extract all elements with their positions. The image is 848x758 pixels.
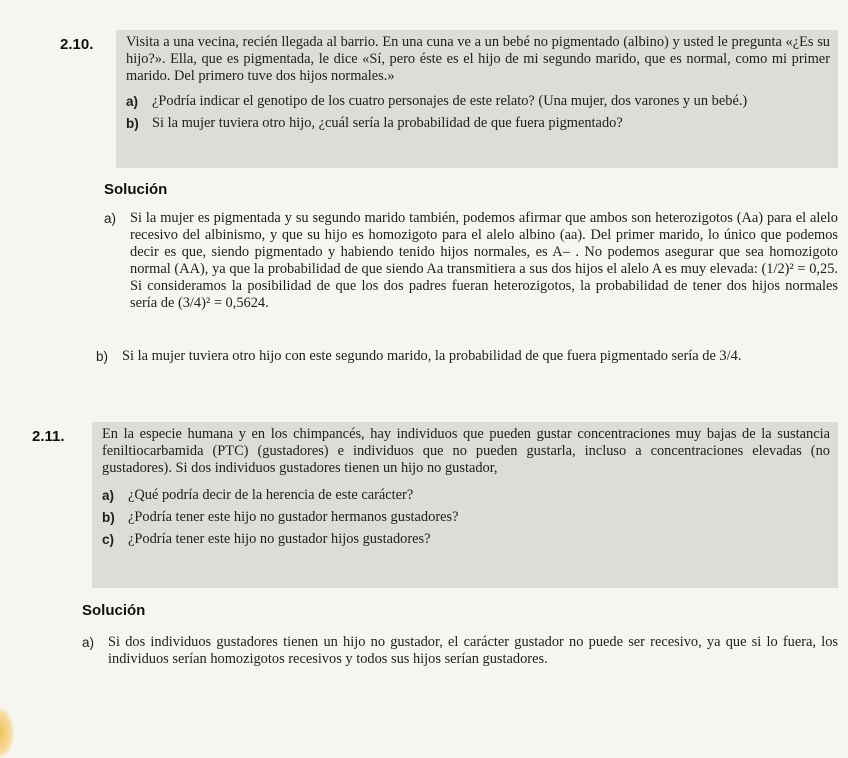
solution-heading-2-11: Solución xyxy=(82,602,146,619)
problem-statement-box-2-11 xyxy=(92,422,838,588)
problem-statement-2-10: Visita a una vecina, recién llegada al barrio. En una cuna ve a un bebé no pigmentado (albino) y usted le pregunta «¿Es su hijo?». Ella, que es pigmentada, le dice «Sí, pero éste es el hijo de mi segundo marido, que es normal, como mi primer marido. Del primero tuve dos hijos normales.» xyxy=(126,34,830,84)
answer-text: Si dos individuos gustadores tienen un hijo no gustador, el carácter gustador no puede ser recesivo, ya que si lo fuera, los individuos serían homozigotos recesivos y todos sus hijos serían gustadores. xyxy=(108,634,838,667)
answer-a-2-10 xyxy=(104,210,838,312)
page-stain xyxy=(0,708,14,758)
question-label: b) xyxy=(102,510,115,525)
problem-number-2-10: 2.10. xyxy=(60,36,94,53)
question-label: c) xyxy=(102,532,115,547)
question-text: Si la mujer tuviera otro hijo, ¿cuál sería la probabilidad de que fuera pigmentado? xyxy=(152,115,623,131)
question-text: ¿Podría tener este hijo no gustador hijos gustadores? xyxy=(128,531,431,547)
answer-label: a) xyxy=(82,635,95,650)
problem-number-2-11: 2.11. xyxy=(32,428,65,445)
question-a-2-10 xyxy=(126,93,830,110)
answer-label: b) xyxy=(96,349,109,364)
problem-statement-box-2-10 xyxy=(116,30,838,168)
answer-text: Si la mujer tuviera otro hijo con este segundo marido, la probabilidad de que fuera pigmentado sería de 3/4. xyxy=(122,348,742,364)
answer-b-2-10 xyxy=(96,348,838,365)
question-text: ¿Podría tener este hijo no gustador hermanos gustadores? xyxy=(128,509,459,525)
question-b-2-11 xyxy=(102,509,830,526)
solution-heading-2-10: Solución xyxy=(104,181,168,198)
question-c-2-11 xyxy=(102,531,830,548)
problem-statement-2-11: En la especie humana y en los chimpancés, hay individuos que pueden gustar concentraciones muy bajas de la sustancia feniltiocarbamida (PTC) (gustadores) e individuos que no pueden gustarla, incluso a concentraciones elevadas (no gustadores). Si dos individuos gustadores tienen un hijo no gustador, xyxy=(102,426,830,476)
question-label: b) xyxy=(126,116,139,131)
question-label: a) xyxy=(126,94,139,109)
question-label: a) xyxy=(102,488,115,503)
answer-label: a) xyxy=(104,211,117,226)
question-text: ¿Qué podría decir de la herencia de este carácter? xyxy=(128,487,414,503)
question-b-2-10 xyxy=(126,115,830,132)
question-a-2-11 xyxy=(102,487,830,504)
answer-a-2-11 xyxy=(82,634,838,668)
answer-text: Si la mujer es pigmentada y su segundo marido también, podemos afirmar que ambos son heterozigotos (Aa) para el alelo recesivo del albinismo, y que su hijo es homozigoto para el alelo albino (aa). Del primer marido, lo único que podemos decir es que, siendo pigmentado y habiendo tenido hijos normales, es A– . No podemos asegurar que sea homozigoto normal (AA), ya que la probabilidad de que siendo Aa transmitiera a sus dos hijos el alelo A es muy elevada: (1/2)² = 0,25. Si consideramos la posibilidad de que los dos padres fueran heterozigotos, la probabilidad de tener dos hijos normales sería de (3/4)² = 0,5624. xyxy=(130,210,838,311)
question-text: ¿Podría indicar el genotipo de los cuatro personajes de este relato? (Una mujer, dos varones y un bebé.) xyxy=(152,93,748,109)
